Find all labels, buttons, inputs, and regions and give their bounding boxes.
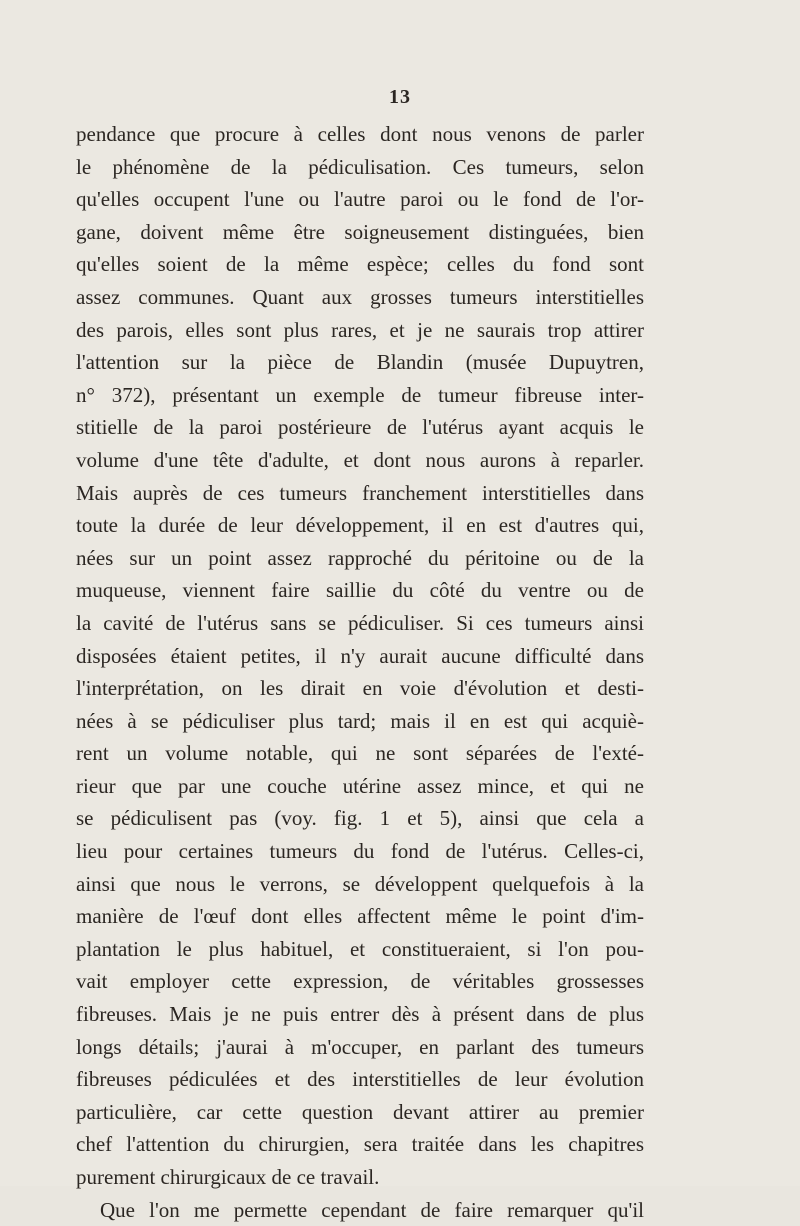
text-line: muqueuse, viennent faire saillie du côté du ventre ou de: [76, 578, 644, 603]
text-line: gane, doivent même être soigneusement distinguées, bien: [76, 219, 644, 244]
text-line: ainsi que nous le verrons, se développent quelquefois à la: [76, 871, 644, 896]
text-line: la cavité de l'utérus sans se pédiculiser. Si ces tumeurs ainsi: [76, 610, 644, 635]
text-line: lieu pour certaines tumeurs du fond de l'utérus. Celles-ci,: [76, 839, 644, 864]
text-line: se pédiculisent pas (voy. fig. 1 et 5), ainsi que cela a: [76, 806, 644, 831]
text-line: qu'elles soient de la même espèce; celles du fond sont: [76, 252, 644, 277]
text-line: longs détails; j'aurai à m'occuper, en parlant des tumeurs: [76, 1034, 644, 1059]
text-line: l'attention sur la pièce de Blandin (musée Dupuytren,: [76, 350, 644, 375]
text-line: disposées étaient petites, il n'y aurait aucune difficulté dans: [76, 643, 644, 668]
text-line: Mais auprès de ces tumeurs franchement interstitielles dans: [76, 480, 644, 505]
text-line: l'interprétation, on les dirait en voie d'évolution et desti-: [76, 676, 644, 701]
text-line: assez communes. Quant aux grosses tumeurs interstitielles: [76, 284, 644, 309]
text-line: des parois, elles sont plus rares, et je ne saurais trop attirer: [76, 317, 644, 342]
body-text: [76, 118, 644, 1226]
text-line: pendance que procure à celles dont nous venons de parler: [76, 122, 644, 146]
text-line: vait employer cette expression, de véritables grossesses: [76, 969, 644, 994]
text-line: purement chirurgicaux de ce travail.: [76, 1165, 380, 1189]
text-line: particulière, car cette question devant attirer au premier: [76, 1099, 644, 1124]
page-number: 13: [389, 86, 411, 108]
text-line: nées sur un point assez rapproché du péritoine ou de la: [76, 545, 644, 570]
text-line: fibreuses pédiculées et des interstitielles de leur évolution: [76, 1067, 644, 1092]
text-line: volume d'une tête d'adulte, et dont nous aurons à reparler.: [76, 447, 644, 472]
text-line: Que l'on me permette cependant de faire remarquer qu'il: [100, 1197, 644, 1222]
text-line: stitielle de la paroi postérieure de l'utérus ayant acquis le: [76, 415, 644, 440]
text-line: manière de l'œuf dont elles affectent même le point d'im-: [76, 904, 644, 929]
text-line: fibreuses. Mais je ne puis entrer dès à présent dans de plus: [76, 1002, 644, 1027]
text-line: le phénomène de la pédiculisation. Ces tumeurs, selon: [76, 154, 644, 179]
text-line: rent un volume notable, qui ne sont séparées de l'exté-: [76, 741, 644, 766]
text-line: rieur que par une couche utérine assez mince, et qui ne: [76, 773, 644, 798]
text-line: qu'elles occupent l'une ou l'autre paroi ou le fond de l'or-: [76, 187, 644, 212]
text-line: toute la durée de leur développement, il en est d'autres qui,: [76, 513, 644, 538]
text-line: chef l'attention du chirurgien, sera traitée dans les chapitres: [76, 1132, 644, 1157]
text-line: nées à se pédiculiser plus tard; mais il en est qui acquiè-: [76, 708, 644, 733]
text-line: plantation le plus habituel, et constitueraient, si l'on pou-: [76, 936, 644, 961]
text-line: n° 372), présentant un exemple de tumeur fibreuse inter-: [76, 382, 644, 407]
